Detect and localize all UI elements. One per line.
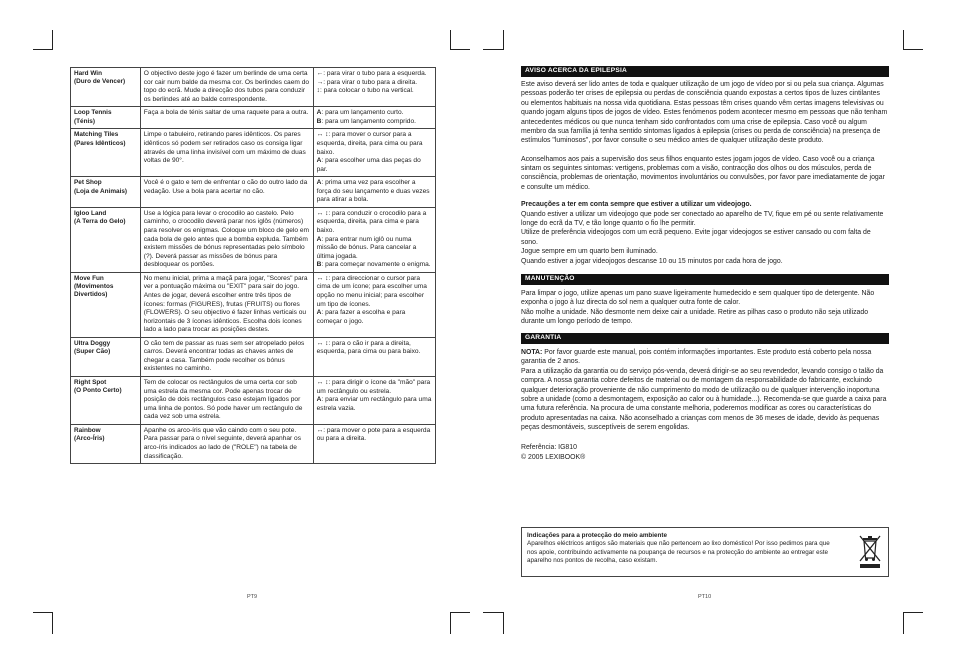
a-button-icon: A (316, 109, 322, 117)
copyright: © 2005 LEXIBOOK® (521, 453, 586, 461)
control-line (317, 275, 432, 309)
game-controls (313, 377, 435, 425)
game-row (71, 107, 436, 129)
warranty-note (521, 348, 889, 367)
game-description: Apanhe os arco-íris que vão caindo com o seu pote. Para passar para o nível seguinte, deverá apanhar os arco-íris indicados ao lado de ("ROLE") na tabela de classificação. (140, 424, 313, 463)
game-description: No menu inicial, prima a maçã para jogar, "Scores" para ver a pontuação máxima ou "EXIT" para sair do jogo. Antes de jogar, deverá escolher entre três tipos de ícones: formas (FIGURES), frutas (FRUITS) ou flores (FLOWERS). O seu objectivo é fazer linhas verticais ou horizontais de 3 ícones idênticos. Escolha dois ícones lado a lado para trocar as posições destes. (140, 272, 313, 337)
left-right-arrow-icon: ↔ (316, 426, 324, 434)
control-line (317, 131, 432, 157)
game-subtitle: (Duro de Vencer) (74, 78, 126, 86)
crossed-bin-icon (857, 533, 883, 571)
game-row (71, 68, 436, 107)
a-button-icon: A (316, 235, 322, 243)
control-line (317, 261, 432, 270)
crop-mark (903, 30, 904, 50)
control-line (317, 309, 432, 326)
game-controls (313, 129, 435, 177)
game-name: Pet Shop (74, 179, 102, 187)
control-text: : para virar o tubo para a direita. (323, 78, 418, 86)
game-row (71, 337, 436, 376)
dpad-arrows-icon: ↔ ↕ (316, 379, 329, 386)
game-name: Rainbow (74, 426, 101, 434)
game-controls (313, 177, 435, 208)
control-text: : para entrar num iglô ou numa missão de bónus. Para cancelar a última jogada. (316, 235, 417, 260)
game-name: Move Fun (74, 274, 104, 282)
control-text: : para conduzir o crocodilo para a esquerda, direita, para cima e para baixo. (316, 209, 427, 234)
maintenance-section (521, 274, 889, 327)
control-line (317, 118, 432, 127)
control-text: : para colocar o tubo na vertical. (319, 87, 414, 95)
control-text: : para escolher uma das peças do par. (316, 157, 421, 173)
crop-mark (450, 612, 451, 634)
game-subtitle: (A Terra do Gelo) (74, 218, 126, 226)
maintenance-paragraph-2: Não molhe a unidade. Não desmonte nem deixe cair a unidade. Retire as pilhas caso o produto não seja utilizado durante um longo período de tempo. (521, 308, 869, 326)
game-subtitle: (Arco-Íris) (74, 435, 105, 443)
game-description: Faça a bola de ténis saltar de uma raquete para a outra. (140, 107, 313, 129)
maintenance-paragraph-1: Para limpar o jogo, utilize apenas um pano suave ligeiramente humedecido e sem qualquer tipo de detergente. Não exponha o jogo à luz directa do sol nem a qualquer outra fonte de calor. (521, 289, 875, 307)
a-button-icon: A (316, 179, 322, 187)
control-line (317, 396, 432, 413)
game-subtitle: (Super Cão) (74, 348, 111, 356)
precautions-title: Precauções a ter em conta sempre que estiver a utilizar um videojogo. (521, 201, 752, 209)
reference: Referência: IG810 (521, 444, 577, 452)
crop-mark (483, 49, 504, 50)
crop-mark (483, 612, 504, 613)
game-name-cell (71, 424, 141, 463)
epilepsy-heading: AVISO ACERCA DA EPILEPSIA (521, 66, 889, 77)
control-text: : prima uma vez para escolher a força do seu lançamento e duas vezes para atirar a bola. (316, 179, 430, 204)
game-row (71, 424, 436, 463)
game-description: Você é o gato e tem de enfrentar o cão do outro lado da vedação. Use a bola para acertar no cão. (140, 177, 313, 208)
warranty-section (521, 333, 889, 462)
game-controls (313, 424, 435, 463)
control-text: : para mover o pote para a esquerda ou para a direita. (316, 426, 431, 443)
game-subtitle: (Movimentos Divertidos) (74, 283, 114, 299)
game-row (71, 207, 436, 272)
game-controls (313, 337, 435, 376)
game-name-cell (71, 207, 141, 272)
control-line (317, 427, 432, 444)
dpad-arrows-icon: ↔ ↕ (316, 274, 329, 282)
game-description: Limpe o tabuleiro, retirando pares idênticos. Os pares idênticos só podem ser retirados caso os consiga ligar através de uma linha invisível com um máximo de duas voltas de 90°. (140, 129, 313, 177)
b-button-icon: B (316, 117, 322, 125)
game-row (71, 272, 436, 337)
right-arrow-icon: → (316, 78, 324, 86)
a-button-icon: A (316, 309, 322, 317)
dpad-arrows-icon: ↔ ↕ (316, 131, 329, 139)
control-line (317, 70, 432, 79)
environment-text: Aparelhos eléctricos antigos são materiais que não pertencem ao lixo doméstico! Por isso pedimos para que nos apoie, contribuindo activamente na poupança de recursos e na protecção do ambiente ao entregar este aparelho nos pontos de recolha, caso existam. (527, 540, 830, 565)
game-row (71, 129, 436, 177)
control-text: : para o cão ir para a direita, esquerda, para cima ou para baixo. (316, 339, 421, 356)
control-text: : para dirigir o ícone da "mão" para um rectângulo ou estrela. (316, 379, 431, 395)
crop-mark (33, 612, 53, 613)
control-text: : para começar novamente o enigma. (321, 261, 431, 269)
game-name-cell (71, 377, 141, 425)
game-name: Hard Win (74, 70, 102, 77)
game-description: O objectivo deste jogo é fazer um berlinde de uma certa cor cair num balde da mesma cor. Os berlindes caem do topo do ecrã. Mude a direcção dos tubos para conduzir os berlindes até ao balde correspondente. (140, 68, 313, 107)
crop-mark (33, 49, 53, 50)
control-line (317, 87, 432, 96)
game-subtitle: (Ténis) (74, 117, 95, 125)
a-button-icon: A (316, 157, 322, 165)
crop-mark (903, 612, 923, 613)
game-subtitle: (Pares Idênticos) (74, 139, 126, 147)
control-text: : para mover o cursor para a esquerda, direita, para cima ou para baixo. (316, 131, 423, 156)
game-name-cell (71, 272, 141, 337)
warranty-paragraph: Para a utilização da garantia ou do serviço pós-venda, deverá dirigir-se ao seu revendedor, levando consigo o talão da compra. A nossa garantia cobre defeitos de material ou de montagem da responsabilidade do fabricante, excluindo qualquer deterioração proveniente de não cumprimento do modo de utilização ou de qualquer intervenção inoportuna sobre a unidade (como a desmontagem, exposição ao calor ou à humidade...). Recomenda-se que guarde a caixa para uma futura referência. Na procura de uma constante melhoria, poderemos modificar as cores ou características do produto apresentadas na caixa. Não aconselhado a crianças com menos de 36 meses de idade, devido às pequenas peças desmontáveis, susceptíveis de serem engolidas. (521, 367, 887, 432)
game-subtitle: (Loja de Animais) (74, 187, 128, 195)
game-controls (313, 272, 435, 337)
crop-mark (503, 612, 504, 634)
game-name-cell (71, 68, 141, 107)
epilepsy-section (521, 66, 889, 266)
crop-mark (52, 612, 53, 634)
control-line (317, 109, 432, 118)
a-button-icon: A (316, 396, 322, 404)
note-label: NOTA: (521, 348, 543, 356)
crop-mark (52, 30, 53, 50)
control-line (317, 340, 432, 357)
precaution-item: Quando estiver a jogar videojogos descanse 10 ou 15 minutos por cada hora de jogo. (521, 257, 783, 265)
environment-box (521, 527, 889, 577)
game-subtitle: (O Ponto Certo) (74, 387, 122, 395)
precaution-item: Jogue sempre em um quarto bem iluminado. (521, 248, 658, 256)
game-description: O cão tem de passar as ruas sem ser atropelado pelos carros. Deverá encontrar todas as chaves antes de chegar a casa. Também pode recolher os bónus existentes no caminho. (140, 337, 313, 376)
page-number: PT9 (247, 594, 258, 600)
control-line (317, 210, 432, 236)
game-name-cell (71, 107, 141, 129)
note-text: Por favor guarde este manual, pois contém informações importantes. Este produto está coberto pela nossa garantia de 2 anos. (521, 348, 872, 366)
environment-title: Indicações para a protecção do meio ambiente (527, 532, 667, 539)
crop-mark (903, 612, 904, 634)
epilepsy-paragraph-1: Este aviso deverá ser lido antes de toda e qualquer utilização de um jogo de vídeo por si ou pela sua criança. Algumas pessoas poderão ter crises de epilepsia ou perdas de consciência quando expostas a certos tipos de luzes cintilantes ou elementos habituais na nossa vida quotidiana. Estas pessoas têm crises quando vêm certas imagens televisivas ou quando jogam alguns tipos de jogos de vídeo. Estes fenómenos podem acontecer mesmo em pessoas que não tenham antecedentes médicos ou que nunca tenham sido confrontados com uma crise de epilepsia. Caso você ou algum membro da sua família já tenha sentido sintomas ligados à epilepsia (crises ou perda de consciência) na presença de estímulos "luminosos", por favor consulte o seu médico antes de qualquer utilização deste produto. (521, 80, 888, 145)
maintenance-heading: MANUTENÇÃO (521, 274, 889, 285)
game-row (71, 177, 436, 208)
page-number: PT10 (698, 594, 712, 600)
control-text: : para fazer a escolha e para começar o jogo. (316, 309, 406, 325)
control-text: : para enviar um rectângulo para uma estrela vazia. (316, 396, 432, 412)
control-line (317, 236, 432, 262)
up-down-arrow-icon: ↕ (316, 87, 320, 95)
game-name-cell (71, 129, 141, 177)
precaution-item: Utilize de preferência videojogos com um ecrã pequeno. Evite jogar videojogos se estiver cansado ou com falta de sono. (521, 229, 871, 246)
control-text: : para virar o tubo para a esquerda. (323, 70, 427, 77)
game-name-cell (71, 177, 141, 208)
left-arrow-icon: ← (316, 70, 324, 77)
crop-mark (450, 612, 470, 613)
control-line (317, 179, 432, 205)
crop-mark (450, 30, 451, 50)
game-description: Tem de colocar os rectângulos de uma certa cor sob uma estrela da mesma cor. Pode apenas trocar de posição de dois rectângulos caso estejam ligados por uma linha de pontos. Só pode haver um rectângulo de cada vez sob uma estrela. (140, 377, 313, 425)
precaution-item: Quando estiver a utilizar um videojogo que pode ser conectado ao aparelho de TV, fique em pé ou sente relativamente longe do ecrã da TV, e tão longe quanto o fio lhe permitir. (521, 210, 884, 228)
warranty-heading: GARANTIA (521, 333, 889, 344)
b-button-icon: B (316, 261, 322, 269)
game-controls (313, 207, 435, 272)
game-row (71, 377, 436, 425)
game-name-cell (71, 337, 141, 376)
control-text: : para um lançamento curto. (321, 109, 404, 117)
control-text: : para direccionar o cursor para cima de um ícone; para escolher uma opção no menu inicial; para escolher um tipo de ícones. (316, 274, 427, 308)
crop-mark (903, 49, 923, 50)
dpad-arrows-icon: ↔ ↕ (316, 209, 329, 217)
game-name: Igloo Land (74, 209, 107, 217)
game-name: Matching Tiles (74, 131, 119, 139)
control-text: : para um lançamento comprido. (321, 117, 416, 125)
game-description: Use a lógica para levar o crocodilo ao castelo. Pelo caminho, o crocodilo deverá parar nos iglôs (números) para resolver os enigmas. Coloque um bloco de gelo em cada bola de gelo antes que a bomba expluda. Também existem missões de bónus representadas pelo símbolo (?). Deverá passar as missões de bónus para desbloquear os portões. (140, 207, 313, 272)
dpad-arrows-icon: ↔ ↕ (316, 339, 329, 347)
control-line (317, 79, 432, 88)
control-line (317, 157, 432, 174)
game-name: Ultra Doggy (74, 339, 111, 347)
crop-mark (450, 49, 470, 50)
right-page (477, 0, 954, 662)
control-line (317, 379, 432, 396)
games-table (70, 67, 436, 464)
game-name: Right Spot (74, 379, 107, 386)
game-name: Loop Tennis (74, 109, 112, 117)
epilepsy-paragraph-2: Aconselhamos aos pais a supervisão dos seus filhos enquanto estes jogam jogos de vídeo. Caso você ou a criança sintam os seguintes sintomas: vertigens, problemas com a visão, contracção dos olhos ou dos músculos, perda de consciência, problemas de orientação, movimentos involuntários ou convulsões, por favor pare imediatamente de jogar e consulte um médico. (521, 155, 885, 191)
game-controls (313, 68, 435, 107)
crop-mark (503, 30, 504, 50)
game-controls (313, 107, 435, 129)
